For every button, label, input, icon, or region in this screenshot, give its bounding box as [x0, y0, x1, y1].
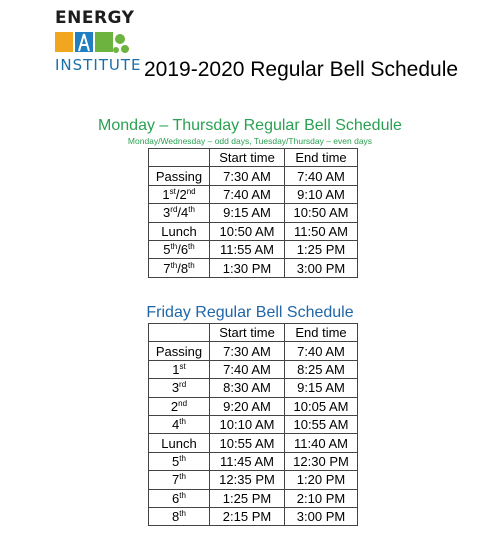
- start-time-cell: 2:15 PM: [210, 507, 285, 525]
- start-time-cell: 11:45 AM: [210, 452, 285, 470]
- table-row: [149, 204, 358, 222]
- start-time-cell: 1:25 PM: [210, 489, 285, 507]
- end-time-cell: 11:40 AM: [285, 434, 358, 452]
- period-cell: Lunch: [149, 434, 210, 452]
- end-time-cell: 3:00 PM: [285, 507, 358, 525]
- end-time-cell: 3:00 PM: [285, 259, 358, 277]
- mon-thu-schedule-subtitle: Monday/Wednesday – odd days, Tuesday/Thursday – even days: [127, 136, 373, 146]
- table-row: [149, 222, 358, 240]
- start-time-cell: 9:20 AM: [210, 397, 285, 415]
- period-cell: Lunch: [149, 222, 210, 240]
- start-time-cell: 8:30 AM: [210, 379, 285, 397]
- column-header: [149, 149, 210, 167]
- start-time-cell: 10:50 AM: [210, 222, 285, 240]
- table-row: [149, 259, 358, 277]
- column-header: End time: [285, 324, 358, 342]
- column-header: [149, 324, 210, 342]
- period-cell: 7th: [149, 471, 210, 489]
- logo-word-institute: INSTITUTE: [55, 56, 142, 74]
- end-time-cell: 7:40 AM: [285, 167, 358, 185]
- table-row: [149, 342, 358, 360]
- end-time-cell: 1:25 PM: [285, 240, 358, 258]
- table-header-row: [149, 324, 358, 342]
- end-time-cell: 12:30 PM: [285, 452, 358, 470]
- mon-thu-schedule-title: Monday – Thursday Regular Bell Schedule: [98, 117, 402, 134]
- table-row: [149, 452, 358, 470]
- period-cell: Passing: [149, 167, 210, 185]
- table-row: [149, 489, 358, 507]
- period-cell: 3rd/4th: [149, 204, 210, 222]
- end-time-cell: 8:25 AM: [285, 360, 358, 378]
- end-time-cell: 11:50 AM: [285, 222, 358, 240]
- end-time-cell: 9:15 AM: [285, 379, 358, 397]
- table-row: [149, 507, 358, 525]
- start-time-cell: 7:30 AM: [210, 342, 285, 360]
- column-header: Start time: [210, 149, 285, 167]
- period-cell: 6th: [149, 489, 210, 507]
- start-time-cell: 9:15 AM: [210, 204, 285, 222]
- table-row: [149, 185, 358, 203]
- table-row: [149, 434, 358, 452]
- period-cell: 8th: [149, 507, 210, 525]
- period-cell: 4th: [149, 415, 210, 433]
- table-row: [149, 471, 358, 489]
- friday-schedule-title: Friday Regular Bell Schedule: [146, 304, 354, 321]
- start-time-cell: 7:40 AM: [210, 360, 285, 378]
- friday-schedule-table: [148, 323, 358, 526]
- mon-thu-schedule-table: [148, 148, 358, 278]
- end-time-cell: 9:10 AM: [285, 185, 358, 203]
- table-row: [149, 360, 358, 378]
- table-row: [149, 397, 358, 415]
- start-time-cell: 11:55 AM: [210, 240, 285, 258]
- end-time-cell: 7:40 AM: [285, 342, 358, 360]
- end-time-cell: 1:20 PM: [285, 471, 358, 489]
- page-title: 2019-2020 Regular Bell Schedule: [144, 58, 459, 81]
- start-time-cell: 1:30 PM: [210, 259, 285, 277]
- period-cell: 1st: [149, 360, 210, 378]
- start-time-cell: 12:35 PM: [210, 471, 285, 489]
- end-time-cell: 2:10 PM: [285, 489, 358, 507]
- period-cell: 1st/2nd: [149, 185, 210, 203]
- column-header: End time: [285, 149, 358, 167]
- period-cell: 5th: [149, 452, 210, 470]
- start-time-cell: 10:55 AM: [210, 434, 285, 452]
- table-row: [149, 415, 358, 433]
- table-row: [149, 240, 358, 258]
- end-time-cell: 10:05 AM: [285, 397, 358, 415]
- start-time-cell: 10:10 AM: [210, 415, 285, 433]
- column-header: Start time: [210, 324, 285, 342]
- logo-icons-icon: [55, 30, 131, 56]
- period-cell: 3rd: [149, 379, 210, 397]
- start-time-cell: 7:40 AM: [210, 185, 285, 203]
- period-cell: 2nd: [149, 397, 210, 415]
- end-time-cell: 10:50 AM: [285, 204, 358, 222]
- period-cell: 5th/6th: [149, 240, 210, 258]
- energy-institute-logo: [55, 8, 142, 78]
- table-row: [149, 379, 358, 397]
- period-cell: Passing: [149, 342, 210, 360]
- table-header-row: [149, 149, 358, 167]
- start-time-cell: 7:30 AM: [210, 167, 285, 185]
- period-cell: 7th/8th: [149, 259, 210, 277]
- table-row: [149, 167, 358, 185]
- end-time-cell: 10:55 AM: [285, 415, 358, 433]
- logo-word-energy: ENERGY: [55, 8, 135, 28]
